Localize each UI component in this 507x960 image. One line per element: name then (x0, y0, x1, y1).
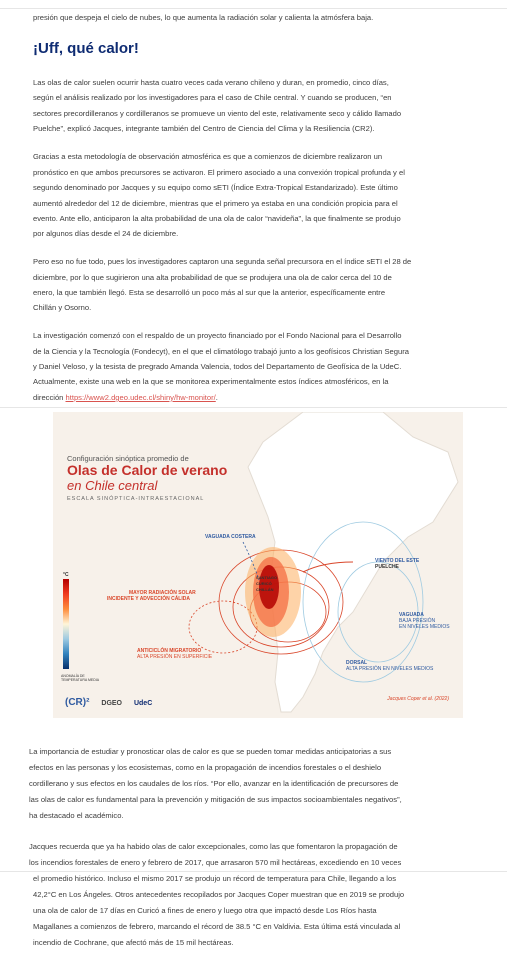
p3-line: diciembre, por lo que sugirieron una alta probabilidad de que se produjera una ola de calor cerca del 10 de (33, 273, 392, 282)
p3-line: Chillán y Osorno. (33, 303, 92, 312)
p5-line: La importancia de estudiar y pronosticar olas de calor es que se pueden tomar medidas anticipatorias a sus (29, 747, 392, 756)
figure-title-small: Configuración sinóptica promedio de (67, 454, 189, 463)
label-viento-este: VIENTO DEL ESTE (375, 558, 420, 564)
p1-line: Las olas de calor suelen ocurrir hasta cuatro veces cada verano chileno y duran, en promedio, cinco días, (33, 78, 389, 87)
p2-line: segundo denominado por Jacques y su equipo como sETI (Índice Extra-Tropical Estandarizado). Este último (33, 183, 398, 192)
p2-line: pronóstico en que ambos precursores se activaron. El primero asociado a una convexión tropical profunda y el (33, 168, 405, 177)
p2-line: evento. Ante ello, anticiparon la alta probabilidad de una ola de calor “navideña”, la que finalmente se produjo (33, 214, 401, 223)
dgeo-logo: DGEO (101, 700, 123, 707)
label-dorsal: DORSAL (346, 660, 368, 666)
p5-line: ha destacado el académico. (29, 811, 124, 820)
p5-line: cordillerano y sus efectos en los caudales de los ríos. “Por ello, avanzar en la identificación de precursores de (29, 779, 399, 788)
udec-logo: UdeC (133, 700, 153, 707)
legend-anomalia: ANOMALÍA DE TEMPERATURA MEDIA (61, 674, 100, 682)
figure-subtitle: en Chile central (67, 478, 158, 493)
label-chillan: CHILLÁN (256, 587, 274, 592)
p6-line: los incendios forestales de enero y febrero de 2017, que arrasaron 570 mil hectáreas, excediendo en 10 veces (29, 858, 402, 867)
p6-line: el promedio histórico. Incluso el mismo 2017 se produjo un récord de temperatura para Chile, llegando a los (33, 874, 397, 883)
p4-line: y Daniel Veloso, y la tesista de pregrado Amanda Valencia, todos del Departamento de Geofísica de la UdeC. (33, 362, 402, 371)
p4-line: de la Ciencia y la Tecnología (Fondecyt), en el que el climatólogo trabajó junto a los geofísicos Christian Segura (33, 347, 409, 356)
label-puelche: PUELCHE (375, 564, 399, 570)
p4-prefix: dirección (33, 393, 66, 402)
p4-line: Actualmente, existe una web en la que se monitorea experimentalmente estos índices atmosféricos, en la (33, 377, 389, 386)
top-divider (0, 8, 507, 9)
figure-divider (0, 407, 507, 408)
p4-last-line (33, 390, 218, 406)
label-radiacion-1: MAYOR RADIACIÓN SOLAR (129, 590, 196, 596)
label-vaguada: VAGUADA (399, 612, 424, 618)
label-anticiclon-sub: ALTA PRESIÓN EN SUPERFICIE (137, 654, 213, 660)
p4-suffix: . (215, 393, 218, 402)
p1-line: Puelche”, explicó Jacques, integrante también del Centro de Ciencia del Clima y la Resiliencia (CR2). (33, 124, 375, 133)
p6-line: incendio de Cochrane, que afectó más de 15 mil hectáreas. (33, 938, 234, 947)
figure-logos (65, 697, 152, 708)
label-anticiclon: ANTICICLÓN MIGRATORIO (137, 648, 202, 654)
p2-line: aumentó alrededor del 12 de diciembre, mientras que el primero ya estaba en una condición propicia para el (33, 199, 398, 208)
p2-line: Gracias a esta metodología de observación atmosférica es que a comienzos de diciembre realizaron un (33, 152, 383, 161)
p6-line: una ola de calor de 17 días en Curicó a fines de enero y luego otra que impactó desde Los Ríos hasta (33, 906, 377, 915)
label-vaguada-sub2: EN NIVELES MEDIOS (399, 624, 450, 630)
figure-scale-label: ESCALA SINÓPTICA-INTRAESTACIONAL (67, 496, 205, 502)
label-curico: CURICÓ (256, 581, 272, 586)
label-vaguada-sub1: BAJA PRESIÓN (399, 618, 436, 624)
p5-line: efectos en las personas y los ecosistemas, como en la propagación de incendios forestales o el deshielo (29, 763, 382, 772)
p6-line: Magallanes a comienzos de febrero, marcando el récord de 38.5 °C en Valdivia. Esta última está vinculada al (33, 922, 401, 931)
p6-line: Jacques recuerda que ya ha habido olas de calor excepcionales, como las que fomentaron la propagación de (29, 842, 398, 851)
section-heading: ¡Uff, qué calor! (33, 40, 139, 57)
figure-title: Olas de Calor de verano (67, 462, 228, 478)
figure-credit: Jacques Coper et al. (2022) (387, 696, 449, 702)
heatwave-infographic (53, 412, 463, 718)
p1-line: según el análisis realizado por los investigadores para el caso de Chile central. Y cuando se producen, “en (33, 93, 392, 102)
label-vaguada-costera: VAGUADA COSTERA (205, 534, 256, 540)
p2-line: por algunos días desde el 24 de diciembre. (33, 229, 179, 238)
temperature-legend-bar (63, 579, 69, 669)
label-santiago: SANTIAGO (256, 575, 278, 580)
p3-line: enero, la que también llegó. Esta se desarrolló un poco más al sur que la anterior, específicamente entre (33, 288, 386, 297)
label-dorsal-sub: ALTA PRESIÓN EN NIVELES MEDIOS (346, 666, 434, 672)
p6-line: 42,2°C en Los Ángeles. Otros antecedentes recopilados por Jacques Coper muestran que en 2019 se produjo (33, 890, 405, 899)
p5-line: las olas de calor es fundamental para la prevención y mitigación de sus impactos socioambientales negativos”, (29, 795, 402, 804)
legend-unit: °C (63, 572, 69, 578)
p4-line: La investigación comenzó con el respaldo de un proyecto financiado por el Fondo Nacional para el Desarrollo (33, 331, 402, 340)
intro-tail-text: presión que despeja el cielo de nubes, lo que aumenta la radiación solar y calienta la atmósfera baja. (33, 13, 374, 22)
label-radiacion-2: INCIDENTE Y ADVECCIÓN CÁLIDA (107, 596, 190, 602)
hw-monitor-link[interactable]: https://www2.dgeo.udec.cl/shiny/hw-monitor/ (65, 393, 216, 402)
cr2-logo: (CR)² (65, 697, 90, 708)
p1-line: sectores precordilleranos y cordilleranos se promueve un viento del este, relativamente seco y cálido llamado (33, 109, 402, 118)
p3-line: Pero eso no fue todo, pues los investigadores captaron una segunda señal precursora en el índice sETI el 28 de (33, 257, 412, 266)
